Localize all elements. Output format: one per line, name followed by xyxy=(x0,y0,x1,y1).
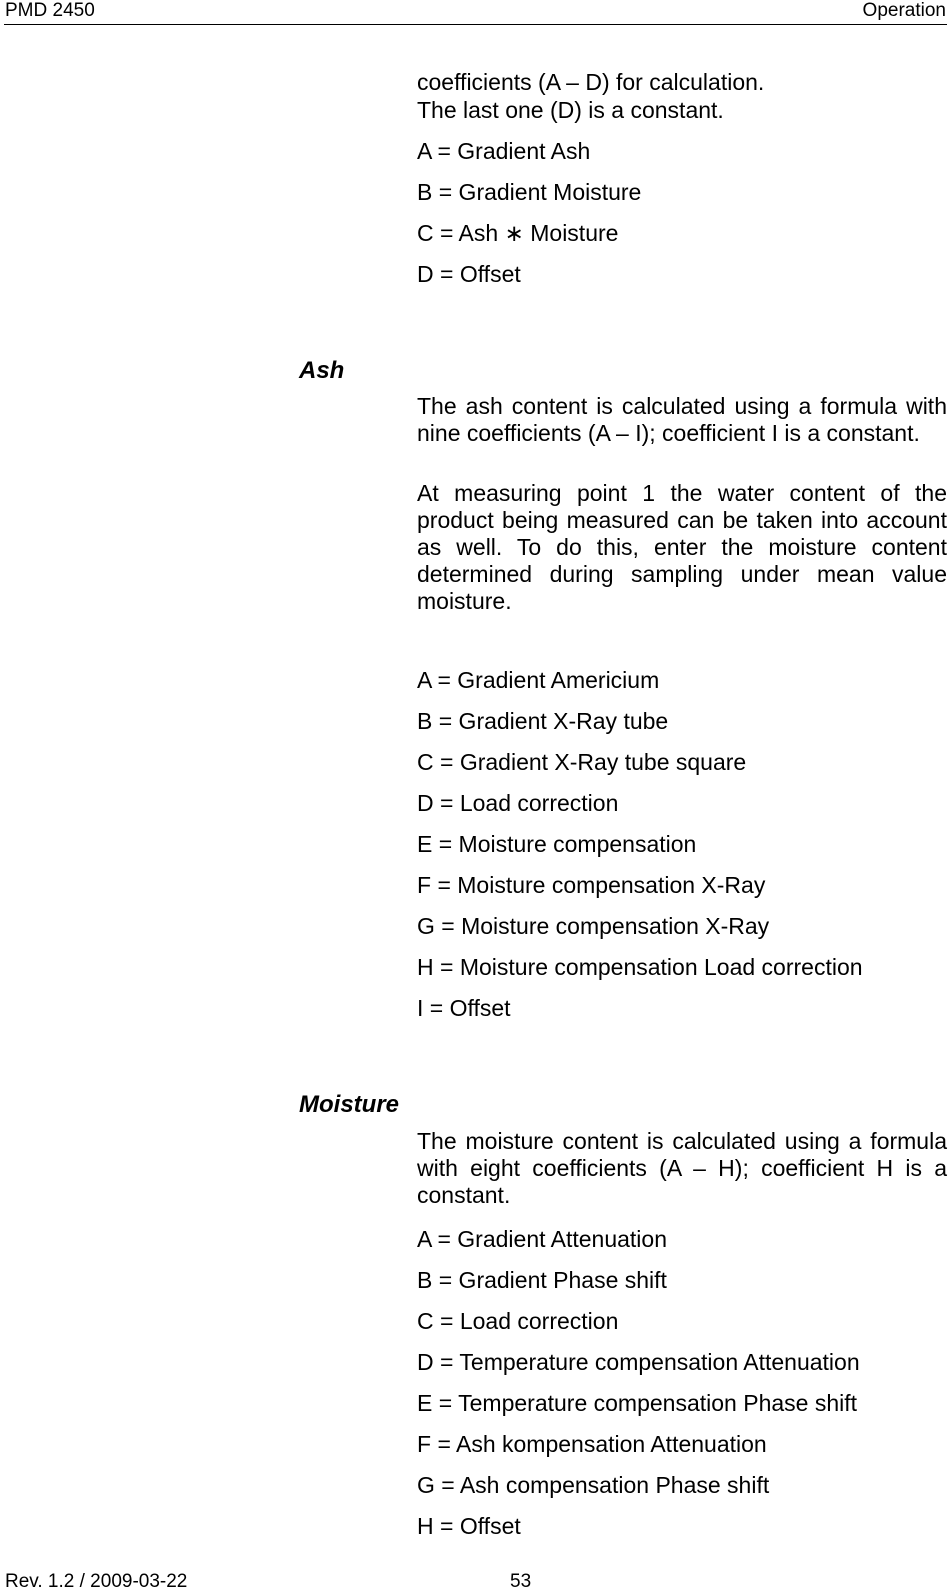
ash-paragraph-1: The ash content is calculated using a formula with nine coefficients (A – I); coefficient I is a constant. xyxy=(417,393,947,446)
moisture-paragraph-1: The moisture content is calculated using a formula with eight coefficients (A – H); coefficient H is a constant. xyxy=(417,1128,947,1208)
ash-item-f: F = Moisture compensation X-Ray xyxy=(417,872,766,898)
moisture-item-c: C = Load correction xyxy=(417,1308,619,1334)
moisture-item-h: H = Offset xyxy=(417,1513,521,1539)
moisture-item-d: D = Temperature compensation Attenuation xyxy=(417,1349,860,1375)
ash-item-e: E = Moisture compensation xyxy=(417,831,697,857)
ash-item-d: D = Load correction xyxy=(417,790,619,816)
moisture-item-g: G = Ash compensation Phase shift xyxy=(417,1472,770,1498)
header-rule xyxy=(4,24,947,25)
moisture-item-e: E = Temperature compensation Phase shift xyxy=(417,1390,858,1416)
intro-line-2: The last one (D) is a constant. xyxy=(417,97,724,123)
intro-item-a: A = Gradient Ash xyxy=(417,138,591,164)
ash-item-i: I = Offset xyxy=(417,995,511,1021)
ash-item-g: G = Moisture compensation X-Ray xyxy=(417,913,770,939)
header-doc-title: PMD 2450 xyxy=(5,0,95,21)
intro-item-c: C = Ash ∗ Moisture xyxy=(417,220,619,246)
header-section-title: Operation xyxy=(862,0,946,21)
intro-line-1: coefficients (A – D) for calculation. xyxy=(417,69,765,95)
footer-page-number: 53 xyxy=(510,1571,532,1592)
moisture-item-f: F = Ash kompensation Attenuation xyxy=(417,1431,767,1457)
moisture-item-a: A = Gradient Attenuation xyxy=(417,1226,667,1252)
ash-item-a: A = Gradient Americium xyxy=(417,667,660,693)
ash-paragraph-2: At measuring point 1 the water content of the product being measured can be taken into account as well. To do this, enter the moisture content determined during sampling under mean value moisture. xyxy=(417,480,947,614)
moisture-item-b: B = Gradient Phase shift xyxy=(417,1267,667,1293)
ash-item-b: B = Gradient X-Ray tube xyxy=(417,708,669,734)
intro-item-b: B = Gradient Moisture xyxy=(417,179,642,205)
footer-revision: Rev. 1.2 / 2009-03-22 xyxy=(5,1571,188,1592)
moisture-heading: Moisture xyxy=(299,1091,400,1118)
intro-item-d: D = Offset xyxy=(417,261,521,287)
ash-heading: Ash xyxy=(299,357,345,384)
ash-item-h: H = Moisture compensation Load correction xyxy=(417,954,863,980)
ash-item-c: C = Gradient X-Ray tube square xyxy=(417,749,747,775)
